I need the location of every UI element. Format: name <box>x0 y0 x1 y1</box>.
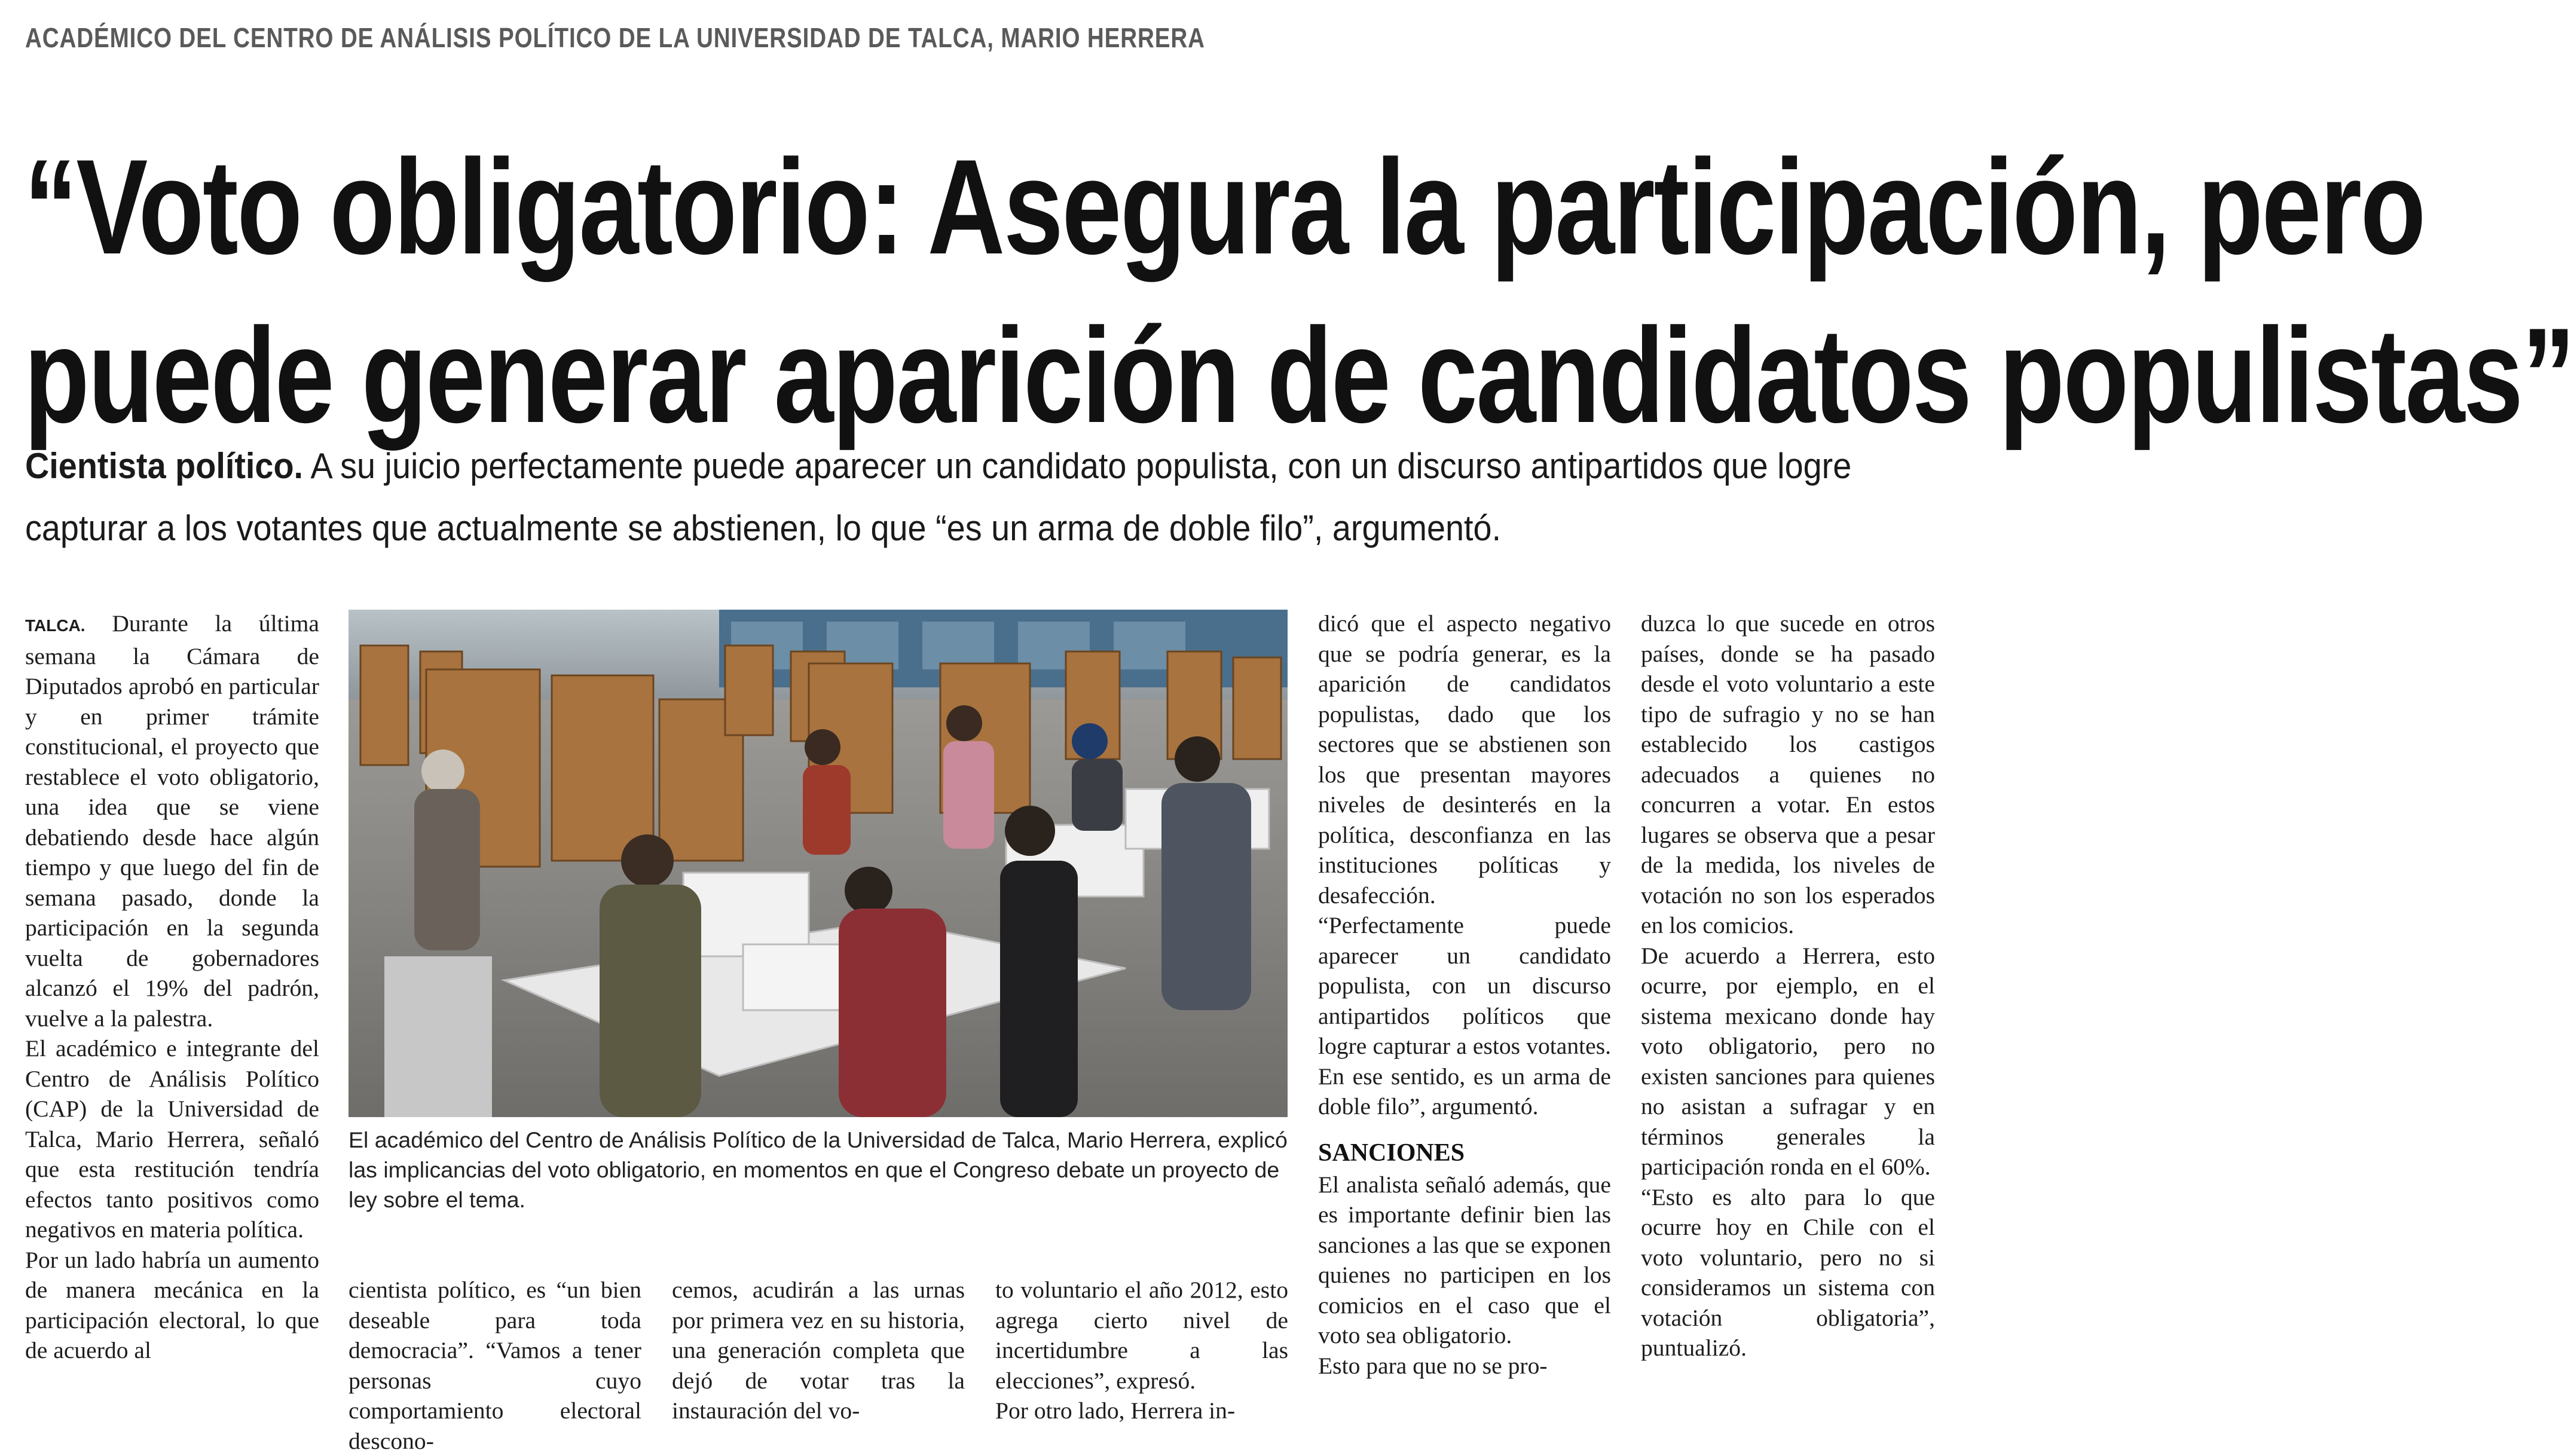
dateline: TALCA. <box>25 616 85 635</box>
paragraph: Esto para que no se pro- <box>1318 1352 1548 1379</box>
paragraph: cemos, acudirán a las urnas por primera vez en su historia, una generación completa que dejó de votar tras la instauración del vo- <box>672 1277 965 1424</box>
paragraph-text: Durante la última semana la Cámara de Diputados aprobó en particular y en primer trámite constitucional, el proyecto que restablece el voto obligatorio, una idea que se viene debatiendo desde hace algún tiempo y que luego del fin de semana pasado, donde la participación en la segunda vuelta de gobernadores alcanzó el 19% del padrón, vuelve a la palestra. <box>25 610 319 1032</box>
news-photo <box>349 610 1288 1117</box>
article-column-6 <box>1641 608 1935 1363</box>
headline-line-1: “Voto obligatorio: Asegura la participación, pero <box>24 131 2425 282</box>
paragraph: “Esto es alto para lo que ocurre hoy en Chile con el voto voluntario, pero no si consideramos un sistema con votación obligatoria”, puntualizó. <box>1641 1183 1935 1361</box>
headline <box>24 123 2574 460</box>
paragraph: “Perfectamente puede aparecer un candidato populista, con un discurso antipartidos políticos que logre capturar a estos votantes. En ese sentido, es un arma de doble filo”, argumentó. <box>1318 912 1611 1119</box>
article-column-4 <box>995 1275 1288 1426</box>
article-column-1 <box>25 608 319 1366</box>
photo-caption: El académico del Centro de Análisis Político de la Universidad de Talca, Mario Herrera, explicó las implicancias del voto obligatorio, en momentos en que el Congreso debate un proyecto de ley sobre el tema. <box>349 1127 1288 1212</box>
paragraph: Por un lado habría un aumento de manera mecánica en la participación electoral, lo que de acuerdo al <box>25 1246 319 1363</box>
paragraph: El académico e integrante del Centro de Análisis Político (CAP) de la Universidad de Talca, Mario Herrera, señaló que esta restitución tendría efectos tanto positivos como negativos en materia política. <box>25 1035 319 1243</box>
article-column-2 <box>349 1275 641 1456</box>
paragraph: duzca lo que sucede en otros países, donde se ha pasado desde el voto voluntario a este tipo de sufragio y no se han establecido los castigos adecuados a quienes no concurren a votar. En estos lugares se observa que a pesar de la medida, los niveles de votación no son los esperados en los comicios. <box>1641 610 1935 938</box>
deck <box>25 435 1915 559</box>
paragraph <box>25 608 319 1033</box>
paragraph: El analista señaló además, que es importante definir bien las sanciones a las que se exponen quienes no participen en los comicios en el caso que el voto sea obligatorio. <box>1318 1171 1611 1348</box>
deck-text: A su juicio perfectamente puede aparecer un candidato populista, con un discurso antipartidos que logre capturar a los votantes que actualmente se abstienen, lo que “es un arma de doble filo”, argumentó. <box>25 446 1852 548</box>
deck-lead: Cientista político. <box>25 446 304 486</box>
voting-station-photo <box>349 610 1288 1117</box>
article-column-3 <box>672 1275 965 1426</box>
paragraph: De acuerdo a Herrera, esto ocurre, por ejemplo, en el sistema mexicano donde hay voto obligatorio, pero no existen sanciones para quienes no asistan a sufragar y en términos generales la participación ronda en el 60%. <box>1641 942 1935 1180</box>
kicker: ACADÉMICO DEL CENTRO DE ANÁLISIS POLÍTICO DE LA UNIVERSIDAD DE TALCA, MARIO HERRERA <box>25 22 1205 53</box>
paragraph: cientista político, es “un bien deseable para toda democracia”. “Vamos a tener personas cuyo comportamiento electoral descono- <box>349 1277 641 1454</box>
paragraph: dicó que el aspecto negativo que se podría generar, es la aparición de candidatos populistas, dado que los sectores que se abstienen son los que presentan mayores niveles de desinterés en la política, desconfianza en las instituciones políticas y desafección. <box>1318 610 1611 909</box>
section-subhead: SANCIONES <box>1318 1139 1465 1167</box>
paragraph: Por otro lado, Herrera in- <box>995 1397 1236 1424</box>
paragraph: to voluntario el año 2012, esto agrega cierto nivel de incertidumbre a las elecciones”, expresó. <box>995 1277 1288 1394</box>
article-column-5 <box>1318 608 1611 1381</box>
headline-line-2: puede generar aparición de candidatos populistas” <box>24 299 2574 451</box>
